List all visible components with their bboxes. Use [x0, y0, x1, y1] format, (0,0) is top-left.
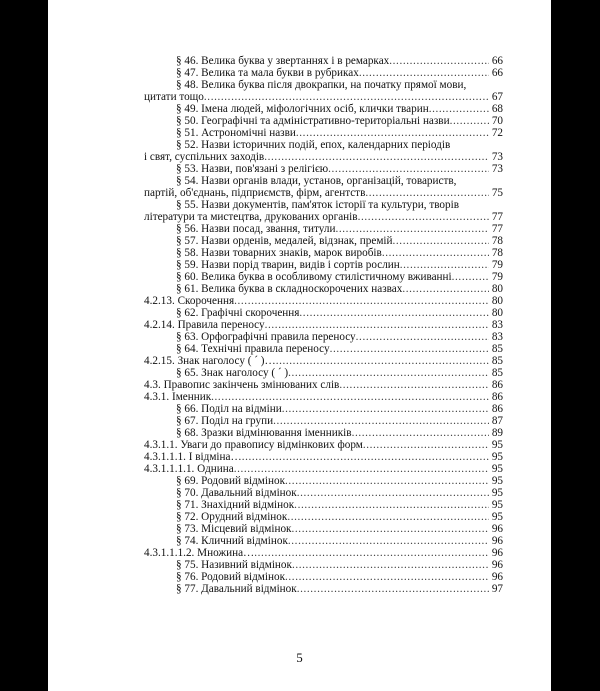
toc-entry-page: 78: [491, 247, 503, 259]
toc-entry-title: § 49. Імена людей, міфологічних осіб, клички тварин: [176, 103, 429, 115]
toc-entry-title: § 51. Астрономічні назви: [176, 127, 296, 139]
toc-entry-title: 4.2.15. Знак наголосу ( ´ )…: [144, 355, 276, 367]
toc-entry[interactable]: [48, 487, 551, 499]
toc-entry-title: § 72. Орудний відмінок: [176, 511, 288, 523]
dot-leader: [234, 463, 489, 475]
toc-entry-title: § 57. Назви орденів, медалей, відзнак, премій: [176, 235, 393, 247]
toc-entry-title: 4.3.1. Іменник: [144, 391, 212, 403]
toc-entry-page: 66: [491, 55, 503, 67]
toc-entry-page: 86: [491, 379, 503, 391]
dot-leader: [429, 103, 489, 115]
dot-leader: [285, 571, 489, 583]
toc-entry-page: 95: [491, 499, 503, 511]
toc-entry-page: 86: [491, 391, 503, 403]
toc-entry-title: 4.2.14. Правила переносу: [144, 319, 265, 331]
toc-entry[interactable]: [48, 583, 551, 595]
toc-entry[interactable]: [48, 271, 551, 283]
toc-entry-title: § 63. Орфографічні правила переносу: [176, 331, 356, 343]
toc-entry[interactable]: [48, 463, 551, 475]
toc-entry-title: § 77. Давальний відмінок: [176, 583, 297, 595]
toc-entry-page: 96: [491, 523, 503, 535]
dot-leader: [282, 403, 489, 415]
toc-entry-page: 80: [491, 307, 503, 319]
page-number: 5: [296, 650, 303, 665]
dot-leader: [452, 271, 489, 283]
toc-entry-page: 77: [491, 211, 503, 223]
toc-entry-title: літератури та мистецтва, друкованих органів: [144, 211, 358, 223]
dot-leader: [365, 187, 489, 199]
toc-entry-title: цитати тощо: [144, 91, 204, 103]
dot-leader: [288, 367, 489, 379]
dot-leader: [363, 439, 489, 451]
toc-entry-page: 79: [491, 259, 503, 271]
dot-leader: [285, 475, 489, 487]
toc-entry[interactable]: [48, 367, 551, 379]
dot-leader: [296, 127, 489, 139]
dot-leader: [287, 511, 489, 523]
dot-leader: [330, 343, 489, 355]
toc-entry-title: § 68. Зразки відмінювання іменників: [176, 427, 352, 439]
toc-entry[interactable]: [48, 295, 551, 307]
dot-leader: [328, 163, 489, 175]
toc-entry[interactable]: [48, 451, 551, 463]
toc-entry-title: § 60. Велика буква в особливому стилістичному вживанні: [176, 271, 452, 283]
toc-entry[interactable]: [48, 163, 551, 175]
toc-entry-page: 85: [491, 355, 503, 367]
toc-entry-title: 4.3.1.1. Уваги до правопису відмінкових форм: [144, 439, 363, 451]
toc-entry-page: 80: [491, 295, 503, 307]
toc-entry-page: 96: [491, 571, 503, 583]
toc-entry-title: 4.3.1.1.1.1. Однина: [144, 463, 234, 475]
toc-entry[interactable]: [48, 559, 551, 571]
dot-leader: [211, 391, 489, 403]
toc-entry-title: § 69. Родовий відмінок: [176, 475, 286, 487]
toc-entry[interactable]: [48, 247, 551, 259]
toc-entry[interactable]: [48, 115, 551, 127]
toc-entry[interactable]: [48, 331, 551, 343]
toc-entry-page: 95: [491, 487, 503, 499]
dot-leader: [389, 55, 489, 67]
toc-entry-page: 95: [491, 439, 503, 451]
dot-leader: [276, 355, 489, 367]
toc-entry-title: § 47. Велика та мала букви в рубриках: [176, 67, 359, 79]
dot-leader: [393, 235, 490, 247]
toc-entry-page: 95: [491, 463, 503, 475]
toc-entry-title: § 71. Знахідний відмінок: [176, 499, 295, 511]
toc-entry-title: § 74. Кличний відмінок: [176, 535, 288, 547]
dot-leader: [292, 559, 489, 571]
toc-entry-title: § 62. Графічні скорочення: [176, 307, 300, 319]
toc-entry-page: 89: [491, 427, 503, 439]
toc-entry[interactable]: [48, 79, 551, 103]
toc-entry[interactable]: [48, 511, 551, 523]
toc-entry[interactable]: [48, 571, 551, 583]
dot-leader: [288, 535, 489, 547]
toc-entry-title: 4.3.1.1.1.2. Множина…: [144, 547, 255, 559]
toc-entry[interactable]: [48, 547, 551, 559]
toc-entry-page: 95: [491, 475, 503, 487]
toc-entry[interactable]: [48, 355, 551, 367]
toc-entry[interactable]: [48, 199, 551, 223]
dot-leader: [297, 487, 489, 499]
toc-entry-page: 68: [491, 103, 503, 115]
dot-leader: [382, 247, 489, 259]
toc-entry-title: § 53. Назви, пов'язані з релігією: [176, 163, 329, 175]
toc-entry-title: § 48. Велика буква після двокрапки, на початку прямої мови,: [176, 79, 467, 91]
toc-entry-page: 75: [491, 187, 503, 199]
dot-leader: [294, 499, 489, 511]
dot-leader: [359, 67, 489, 79]
toc-entry[interactable]: [48, 235, 551, 247]
toc-entry-page: 85: [491, 367, 503, 379]
toc-entry[interactable]: [48, 319, 551, 331]
toc-entry-title: партій, об'єднань, підприємств, фірм, агентств: [144, 187, 366, 199]
toc-entry[interactable]: [48, 415, 551, 427]
toc-entry-title: § 61. Велика буква в складноскорочених назвах: [176, 283, 403, 295]
toc-entry[interactable]: [48, 403, 551, 415]
toc-entry[interactable]: [48, 307, 551, 319]
toc-entry-page: 80: [491, 283, 503, 295]
document-page: [48, 0, 551, 691]
toc-entry-page: 67: [491, 91, 503, 103]
toc-entry-page: 83: [491, 331, 503, 343]
toc-entry-title: 4.2.13. Скорочення: [144, 295, 235, 307]
toc-entry[interactable]: [48, 391, 551, 403]
toc-entry[interactable]: [48, 523, 551, 535]
toc-entry[interactable]: [48, 379, 551, 391]
toc-entry-page: 70: [491, 115, 503, 127]
toc-entry[interactable]: [48, 283, 551, 295]
toc-entry-title: § 75. Називний відмінок: [176, 559, 292, 571]
toc-entry-title: § 46. Велика буква у звертаннях і в ремарках: [176, 55, 390, 67]
toc-entry-title: § 66. Поділ на відміни: [176, 403, 282, 415]
dot-leader: [400, 259, 489, 271]
toc-entry-title: § 65. Знак наголосу ( ´ ): [176, 367, 289, 379]
toc-entry-title: § 76. Родовий відмінок: [176, 571, 286, 583]
toc-entry-page: 77: [491, 223, 503, 235]
toc-entry-page: 87: [491, 415, 503, 427]
toc-entry-title: § 73. Місцевий відмінок: [176, 523, 292, 535]
toc-entry-title: § 59. Назви порід тварин, видів і сортів рослин: [176, 259, 400, 271]
toc-entry[interactable]: [48, 103, 551, 115]
dot-leader: [356, 331, 489, 343]
dot-leader: [204, 91, 489, 103]
toc-entry-title: і свят, суспільних заходів: [144, 151, 265, 163]
dot-leader: [273, 415, 489, 427]
toc-entry[interactable]: [48, 499, 551, 511]
toc-entry[interactable]: [48, 343, 551, 355]
dot-leader: [358, 211, 489, 223]
toc-entry-page: 95: [491, 511, 503, 523]
toc-entry-title: § 50. Географічні та адміністративно-територіальні назви: [176, 115, 450, 127]
dot-leader: [265, 319, 489, 331]
toc-entry-title: § 56. Назви посад, звання, титули: [176, 223, 336, 235]
toc-entry[interactable]: [48, 475, 551, 487]
toc-entry-page: 66: [491, 67, 503, 79]
toc-entry-page: 85: [491, 343, 503, 355]
toc-entry-title: § 52. Назви історичних подій, епох, календарних періодів: [176, 139, 451, 151]
toc-entry-title: § 64. Технічні правила переносу: [176, 343, 330, 355]
dot-leader: [339, 379, 489, 391]
toc-entry-page: 96: [491, 535, 503, 547]
dot-leader: [264, 151, 489, 163]
dot-leader: [352, 427, 489, 439]
toc-entry[interactable]: [48, 535, 551, 547]
toc-entry-page: 78: [491, 235, 503, 247]
toc-entry-title: 4.3. Правопис закінчень змінюваних слів: [144, 379, 340, 391]
toc-entry[interactable]: [48, 439, 551, 451]
toc-entry[interactable]: [48, 259, 551, 271]
toc-entry-page: 73: [491, 163, 503, 175]
toc-entry-title: § 70. Давальний відмінок: [176, 487, 297, 499]
toc-entry-page: 95: [491, 451, 503, 463]
toc-entry-page: 86: [491, 403, 503, 415]
toc-entry[interactable]: [48, 175, 551, 199]
dot-leader: [242, 451, 489, 463]
dot-leader: [402, 283, 489, 295]
toc-entry[interactable]: [48, 127, 551, 139]
toc-entry-title: 4.3.1.1.1. І відміна…: [144, 451, 242, 463]
toc-entry[interactable]: [48, 427, 551, 439]
toc-entry-title: § 67. Поділ на групи: [176, 415, 274, 427]
toc-entry-page: 73: [491, 151, 503, 163]
toc-entry[interactable]: [48, 139, 551, 163]
toc-entry[interactable]: [48, 223, 551, 235]
toc-entry-title: § 58. Назви товарних знаків, марок виробів: [176, 247, 382, 259]
dot-leader: [450, 115, 489, 127]
dot-leader: [292, 523, 490, 535]
table-of-contents: [48, 55, 551, 595]
toc-entry[interactable]: [48, 67, 551, 79]
toc-entry-page: 72: [491, 127, 503, 139]
toc-entry-page: 97: [491, 583, 503, 595]
toc-entry-title: § 54. Назви органів влади, установ, організацій, товариств,: [176, 175, 457, 187]
toc-entry-page: 79: [491, 271, 503, 283]
dot-leader: [234, 295, 489, 307]
dot-leader: [297, 583, 489, 595]
toc-entry-page: 96: [491, 547, 503, 559]
dot-leader: [335, 223, 489, 235]
toc-entry-page: 96: [491, 559, 503, 571]
toc-entry-title: § 55. Назви документів, пам'яток історії та культури, творів: [176, 199, 460, 211]
toc-entry[interactable]: [48, 55, 551, 67]
dot-leader: [254, 547, 489, 559]
toc-entry-page: 83: [491, 319, 503, 331]
dot-leader: [299, 307, 489, 319]
